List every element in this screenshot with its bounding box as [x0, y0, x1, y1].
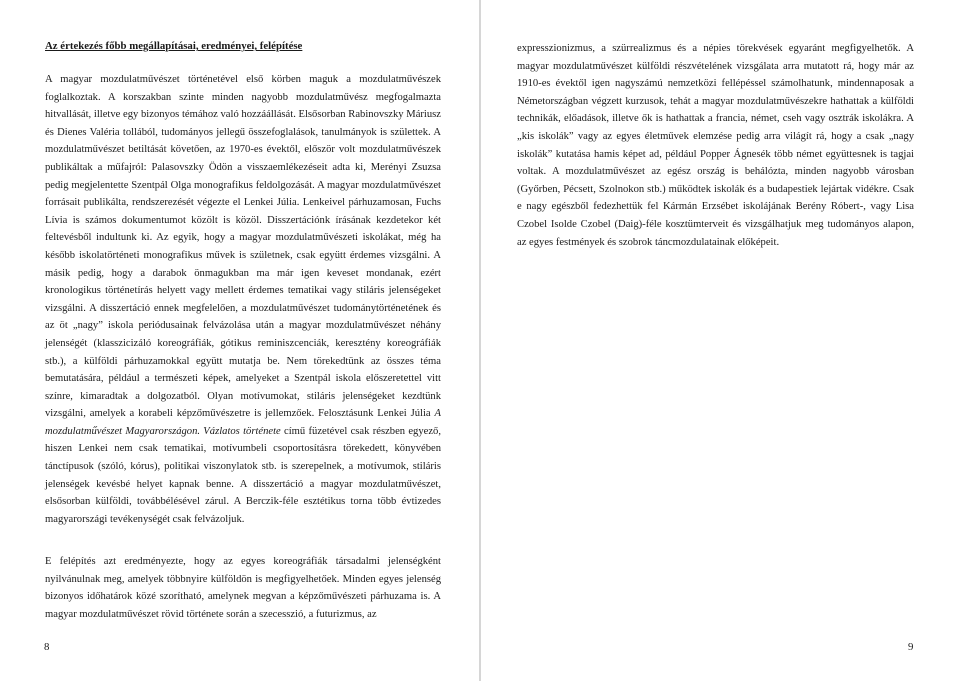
- body-paragraph: [45, 553, 441, 623]
- paragraph-text: A magyar mozdulatművészet történetével első körben maguk a mozdulatművészek foglalkoztak. A korszakban szinte minden nagyobb mozdulatművész megfogalmazta hitvallását, illetve egy bizonyos témához való hozzáállását. Elsősorban Rabinovszky Máriusz és Dienes Valéria tollából, tudományos jellegű összefoglalások, tanulmányok is születtek. A mozdulatművészet betiltását követően, az 1970-es évektől, először volt mozdulatművészek publikáltak a műfajról: Palasovszky Ödön a visszaemlékezéseit adta ki, Merényi Zsuzsa pedig megjelentette Szentpál Olga monografikus feldolgozását. A magyar mozdulatművészet forrásait publikálta, rendszerezését végezte el Lenkei Júlia. Lenkeivel párhuzamosan, Fuchs Lívia is számos dokumentumot közölt is közöl. Disszertációnk írásának kezdetekor két feltevésből indultunk ki. Az egyik, hogy a magyar mozdulatművészeti iskolákat, még ha később iskolatörténeti monografikus művek is születnek, csak együtt érdemes vizsgálni. A másik pedig, hogy a darabok önmagukban ma már igen keveset mondanak, ezért kronologikus történetírás helyett vagy mellett érdemes tematikai vagy stiláris jelenségeket vizsgálni. A disszertáció ennek megfelelően, a mozdulatművészet tudománytörténetének és az öt „nagy” iskola periódusainak felvázolása után a magyar mozdulatművészet néhány jelenségét (klasszicizáló koreográfiák, gótikus reminiszcenciák, keresztény koreográfiák stb.), a külföldi párhuzamokkal együtt mutatja be. Nem törekedtünk az összes téma bemutatására, például a természeti képek, amelyeket a Szentpál iskola előszeretettel vitt színre, kimaradtak a dolgozatból. Olyan motívumokat, stiláris jelenségeket kezdtünk vizsgálni, amelyek a korabeli képzőművészetre is jellemzőek. Felosztásunk Lenkei Júlia: [45, 74, 441, 420]
- section-heading: Az értekezés főbb megállapításai, eredményei, felépítése: [45, 40, 303, 52]
- paragraph-text: E felépítés azt eredményezte, hogy az egyes koreográfiák társadalmi jelenségként nyilvánulnak meg, amelyek többnyire külföldön is megfigyelhetőek. Minden egyes jelenség bizonyos időhatárok közé szorítható, amelynek megvan a képzőművészeti párhuzama is. A magyar mozdulatművészet rövid története során a szecesszió, a futurizmus, az: [45, 556, 441, 620]
- paragraph-text: expresszionizmus, a szürrealizmus és a népies törekvések egyaránt megfigyelhetők. A magyar mozdulatművészet külföldi részvételének vizsgálata arra mutatott rá, hogy már az 1910-es évektől igen nagyszámú nemzetközi fellépéssel számolhatunk, mindennaposak a Németországban végzett kurzusok, tehát a magyar mozdulatművészekre hathattak a külföldi technikák, előadások, illetve ők is hathattak a francia, német, cseh vagy osztrák iskolákra. A „kis iskolák” vagy az egyes életművek elemzése pedig arra világít rá, hogy a csak „nagy iskolák” kutatása hamis képet ad, például Popper Ágnesék több német együttesnek is tagjai voltak. A mozdulatművészet az egész ország is behálózta, minden nagyobb városban (Győrben, Pécsett, Szolnokon stb.) működtek iskolák és a budapestiek lejártak vidékre. Csak e nagy egészből fedezhettük fel Kármán Erzsébet iskolájának Berény Róbert-, vagy Lisa Czobel Isolde Czobel (Daig)-féle kosztümterveit és vizsgálhatjuk meg tudományos alapon, az egyes festmények és szobrok táncmozdulatainak előképeit.: [517, 43, 914, 248]
- page-number: 9: [908, 641, 914, 653]
- page-number: 8: [44, 641, 50, 653]
- body-paragraph: [45, 71, 441, 528]
- paragraph-text: című füzetével csak részben egyező, hiszen Lenkei nem csak tematikai, motívumbeli csoportosításra törekedett, könyvében tánctípusok (szóló, kórus), politikai viszonylatok stb. is szerepelnek, a motívumok, stiláris jelenségek kevésbé helyet kapnak benne. A disszertáció a magyar mozdulatművészet, elsősorban külföldi, továbbélésével zárul. A Berczik-féle esztétikus torna több évtizedes magyarországi tevékenységét csak felvázoljuk.: [45, 425, 442, 525]
- right-page: [481, 0, 960, 681]
- body-paragraph: [517, 40, 914, 251]
- left-page: [0, 0, 479, 681]
- book-title: A mozdulatművészet Magyarországon. Vázlatos története: [45, 408, 441, 437]
